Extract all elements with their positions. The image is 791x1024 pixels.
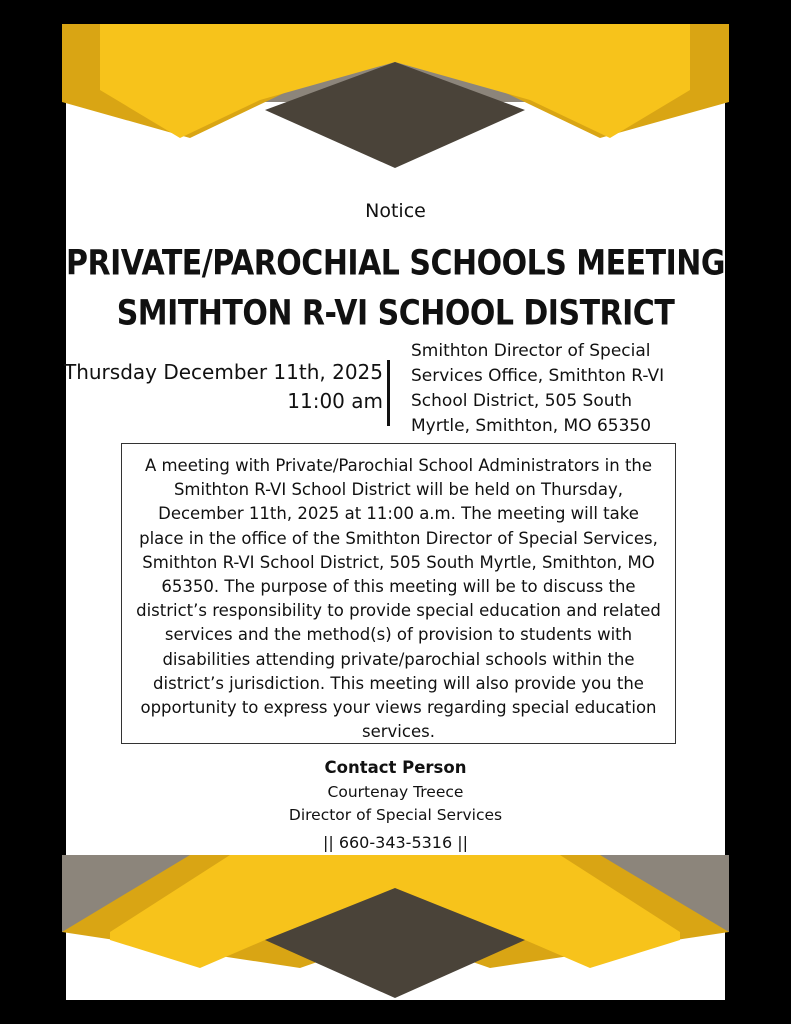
divider-bar [387, 360, 390, 426]
meeting-time: 11:00 am [287, 389, 383, 413]
top-banner-decoration [62, 24, 729, 168]
meeting-location: Smithton Director of Special Services Office, Smithton R-VI School District, 505 South Myrtle, Smithton, MO 65350 [411, 341, 665, 436]
notice-label: Notice [365, 200, 426, 222]
schedule-block [64, 358, 383, 416]
contact-phone[interactable]: || 660-343-5316 || [322, 833, 469, 852]
title-line-1: PRIVATE/PAROCHIAL SCHOOLS MEETING [66, 243, 725, 284]
meeting-date: Thursday December 11th, 2025 [63, 360, 383, 384]
contact-role: Director of Special Services [288, 806, 503, 824]
meeting-description-box: A meeting with Private/Parochial School Administrators in the Smithton R-VI School District will be held on Thursday, December 11th, 2025 at 11:00 a.m. The meeting will take place in the office of the Smithton Director of Special Services, Smithton R-VI School District, 505 South Myrtle, Smithton, MO 65350. The purpose of this meeting will be to discuss the district’s responsibility to provide special education and related services and the method(s) of provision to students with disabilities attending private/parochial schools within the district’s jurisdiction. This meeting will also provide you the opportunity to express your views regarding special education services. [121, 443, 676, 744]
contact-heading: Contact Person [324, 758, 467, 777]
bottom-banner-decoration [62, 855, 729, 998]
title-line-2: SMITHTON R-VI SCHOOL DISTRICT [116, 293, 675, 334]
contact-name: Courtenay Treece [327, 783, 464, 801]
